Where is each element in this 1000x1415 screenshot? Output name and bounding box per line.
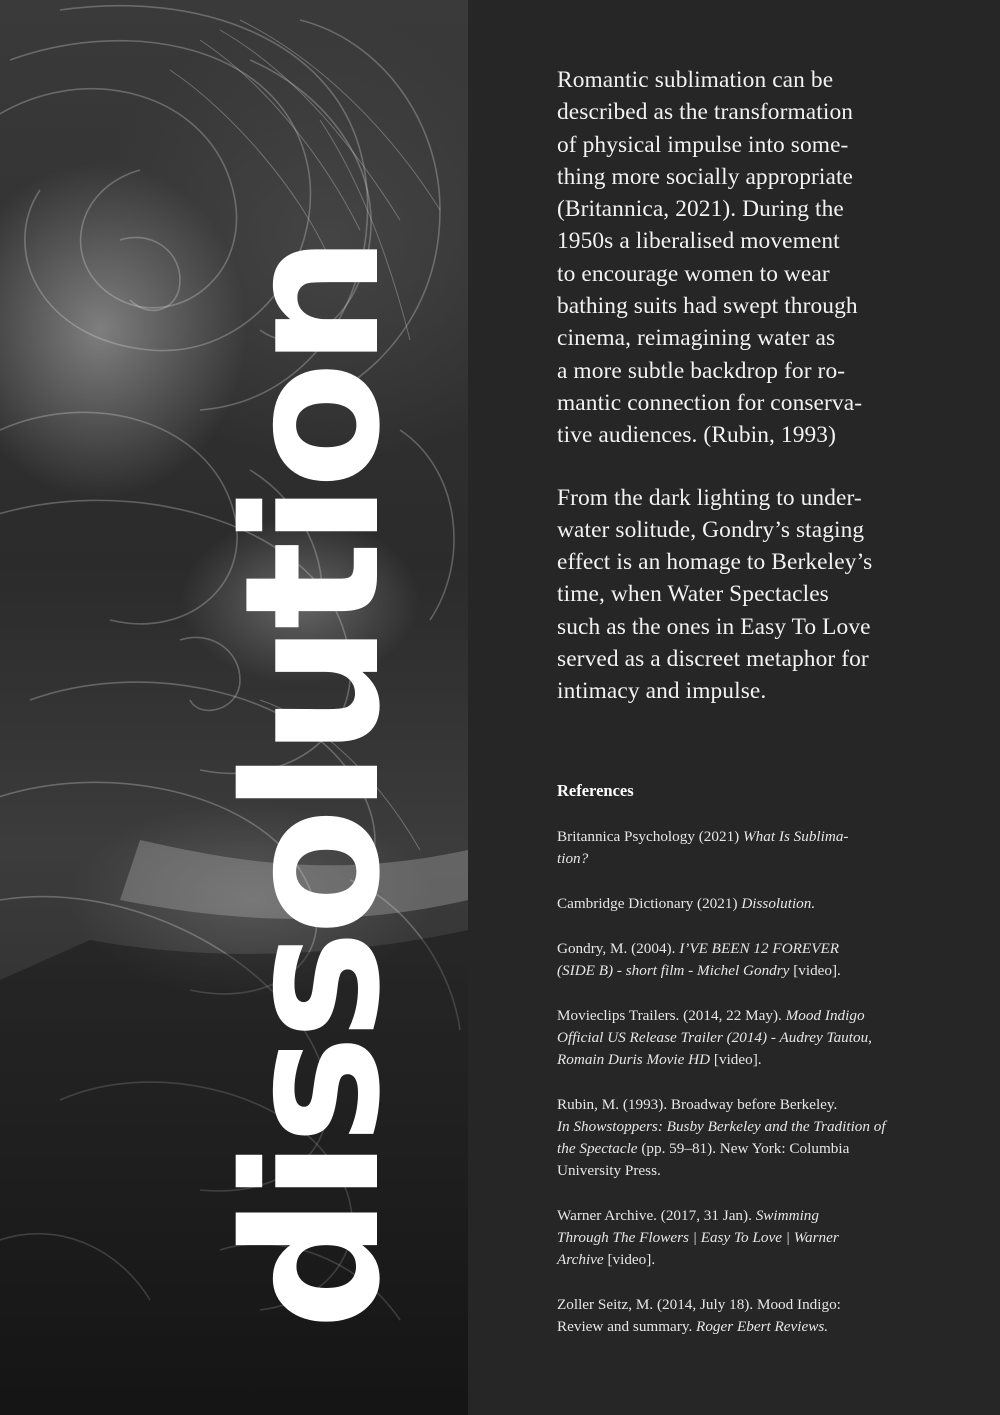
reference-title: tion?: [557, 850, 589, 867]
reference-text: [video].: [789, 962, 841, 979]
reference-text: Movieclips Trailers. (2014, 22 May).: [557, 1007, 786, 1024]
reference-line: [557, 1116, 977, 1138]
reference-text: [video].: [710, 1051, 762, 1068]
reference-text: Review and summary.: [557, 1318, 697, 1335]
text-line: water solitude, Gondry’s staging: [557, 516, 865, 543]
title-word: dissolution: [204, 240, 421, 1330]
reference-text: Cambridge Dictionary (2021): [557, 895, 742, 912]
reference-item: [557, 1094, 977, 1182]
reference-title: Swimming: [755, 1207, 819, 1224]
reference-item: [557, 938, 977, 982]
reference-title: (SIDE B) - short film - Michel Gondry: [557, 962, 790, 979]
reference-line: [557, 1027, 977, 1049]
reference-line: [557, 1227, 977, 1249]
reference-title: What Is Sublima-: [743, 828, 849, 845]
reference-title: I’VE BEEN 12 FOREVER: [679, 940, 840, 957]
reference-text: (pp. 59–81). New York: Columbia: [637, 1140, 850, 1157]
reference-line: [557, 1049, 977, 1071]
reference-title: Official US Release Trailer (2014) - Audrey Tautou,: [557, 1029, 872, 1046]
reference-item: [557, 826, 977, 870]
text-line: (Britannica, 2021). During the: [557, 196, 844, 223]
references-heading: References: [557, 781, 634, 800]
reference-text: Warner Archive. (2017, 31 Jan).: [557, 1207, 756, 1224]
body-paragraph-2: [557, 482, 977, 708]
reference-line: [557, 848, 977, 870]
reference-title: Through The Flowers | Easy To Love | Warner: [557, 1229, 839, 1246]
text-line: 1950s a liberalised movement: [557, 228, 840, 255]
text-line: intimacy and impulse.: [557, 678, 767, 705]
text-line: bathing suits had swept through: [557, 293, 858, 320]
reference-line: [557, 960, 977, 982]
text-line: time, when Water Spectacles: [557, 581, 829, 608]
reference-title: Archive: [557, 1251, 604, 1268]
reference-line: [557, 826, 977, 848]
reference-title: Roger Ebert Reviews.: [696, 1318, 829, 1335]
text-line: to encourage women to wear: [557, 260, 830, 287]
reference-line: [557, 1316, 977, 1338]
body-paragraph-1: [557, 64, 977, 452]
reference-item: [557, 1205, 977, 1271]
body-text: [557, 64, 977, 738]
text-line: a more subtle backdrop for ro-: [557, 357, 846, 384]
reference-title: In Showstoppers: Busby Berkeley and the Tradition of: [557, 1118, 886, 1135]
text-line: served as a discreet metaphor for: [557, 646, 869, 673]
reference-text: [video].: [603, 1251, 656, 1268]
reference-title: Mood Indigo: [785, 1007, 865, 1024]
text-line: Romantic sublimation can be: [557, 67, 834, 93]
text-line: cinema, reimagining water as: [557, 325, 836, 352]
references-list: [557, 826, 977, 1361]
reference-item: [557, 893, 977, 915]
reference-line: [557, 1249, 977, 1271]
portrait-photo: [0, 0, 468, 1415]
reference-line: [557, 1205, 977, 1227]
text-line: effect is an homage to Berkeley’s: [557, 549, 873, 576]
text-line: thing more socially appropriate: [557, 163, 854, 190]
reference-title: Dissolution.: [741, 895, 816, 912]
text-line: tive audiences. (Rubin, 1993): [557, 422, 836, 449]
text-line: From the dark lighting to under-: [557, 484, 862, 511]
reference-title: Romain Duris Movie HD: [557, 1051, 711, 1068]
reference-line: [557, 1138, 977, 1160]
text-line: described as the transformation: [557, 99, 854, 126]
reference-item: [557, 1005, 977, 1071]
reference-line: Rubin, M. (1993). Broadway before Berkeley.: [557, 1096, 838, 1113]
text-line: such as the ones in Easy To Love: [557, 613, 871, 640]
reference-line: Zoller Seitz, M. (2014, July 18). Mood Indigo:: [557, 1296, 841, 1313]
reference-line: University Press.: [557, 1162, 661, 1179]
reference-title: the Spectacle: [557, 1140, 638, 1157]
reference-item: [557, 1294, 977, 1338]
text-line: mantic connection for conserva-: [557, 389, 863, 416]
text-line: of physical impulse into some-: [557, 131, 849, 158]
reference-text: Britannica Psychology (2021): [557, 828, 744, 845]
reference-text: Gondry, M. (2004).: [557, 940, 680, 957]
reference-line: [557, 1005, 977, 1027]
reference-line: [557, 893, 977, 915]
reference-line: [557, 938, 977, 960]
